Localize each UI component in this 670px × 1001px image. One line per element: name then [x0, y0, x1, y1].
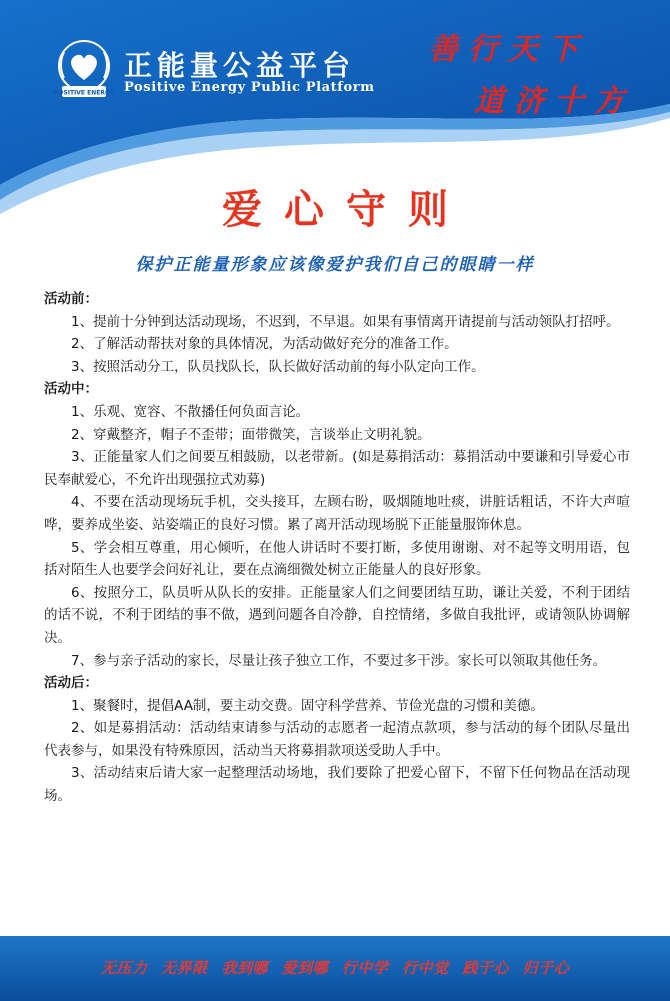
rule-item: 3、活动结束后请大家一起整理活动场地，我们要除了把爱心留下，不留下任何物品在活动现场。 [44, 765, 630, 805]
footer-phrase: 行中学 [341, 959, 389, 977]
section-heading-before: 活动前： [44, 291, 98, 307]
slogan-line-2: 道济十方 [474, 84, 634, 119]
logo-ribbon-text: POSITIVE ENERGY [53, 89, 115, 97]
rule-item: 4、不要在活动现场玩手机，交头接耳，左顾右盼，吸烟随地吐痰，讲脏话粗话，不许大声喧哗，要养成坐姿、站姿端正的良好习惯。累了离开活动现场脱下正能量服饰休息。 [44, 494, 630, 533]
rule-item: 3、正能量家人们之间要互相鼓励，以老带新。(如是募捐活动：募捐活动中要谦和引导爱心市民奉献爱心，不允许出现强拉式劝募) [44, 449, 630, 488]
footer-phrase: 归于心 [522, 959, 570, 977]
footer-phrases [0, 957, 670, 978]
rule-item: 1、聚餐时，提倡AA制，要主动交费。固守科学营养、节俭光盘的习惯和美德。 [71, 697, 544, 714]
rule-item: 6、按照分工，队员听从队长的安排。正能量家人们之间要团结互助，谦让关爱，不利于团结的话不说，不利于团结的事不做，遇到问题各自冷静，自控情绪，多做自我批评，或请领队协调解决。 [44, 584, 630, 646]
footer-phrase: 我到哪 [221, 959, 268, 977]
page-subtitle: 保护正能量形象应该像爱护我们自己的眼睛一样 [135, 255, 535, 275]
rule-item: 2、穿戴整齐，帽子不歪带；面带微笑，言谈举止文明礼貌。 [71, 426, 431, 443]
rule-item: 1、提前十分钟到达活动现场，不迟到，不早退。如果有事情离开请提前与活动领队打招呼。 [71, 313, 620, 330]
footer-phrase: 爱到哪 [281, 959, 329, 977]
footer-phrase: 行中觉 [402, 959, 449, 977]
slogan-line-1: 善行天下 [428, 32, 588, 67]
rule-item: 5、学会相互尊重，用心倾听，在他人讲话时不要打断，多使用谢谢、对不起等文明用语，包括对陌生人也要学会问好礼让，要在点滴细微处树立正能量人的良好形象。 [44, 539, 630, 579]
footer-band [0, 936, 670, 1001]
footer-phrase: 践于心 [462, 959, 509, 977]
footer-phrase: 无界限 [161, 959, 208, 977]
rule-item: 3、按照活动分工，队员找队长，队长做好活动前的每小队定向工作。 [71, 358, 485, 375]
brand-name-cn: 正能量公益平台 [124, 49, 356, 82]
brand-name-en: Positive Energy Public Platform [124, 80, 375, 95]
section-heading-after: 活动后： [44, 675, 98, 692]
page-title: 爱心守则 [222, 187, 470, 233]
rule-item: 2、了解活动帮扶对象的具体情况，为活动做好充分的准备工作。 [71, 336, 458, 353]
rules-content [44, 288, 630, 808]
heart-laurel-logo-icon [52, 38, 116, 102]
rule-item: 2、如是募捐活动：活动结束请参与活动的志愿者一起清点款项，参与活动的每个团队尽量出代表参与，如果没有特殊原因，活动当天将募捐款项送受助人手中。 [44, 720, 630, 759]
footer-phrase: 无压力 [100, 959, 148, 977]
rule-item: 7、参与亲子活动的家长，尽量让孩子独立工作，不要过多干涉。家长可以领取其他任务。 [71, 652, 607, 669]
section-heading-during: 活动中： [44, 381, 98, 398]
rule-item: 1、乐观、宽容、不散播任何负面言论。 [71, 403, 310, 420]
